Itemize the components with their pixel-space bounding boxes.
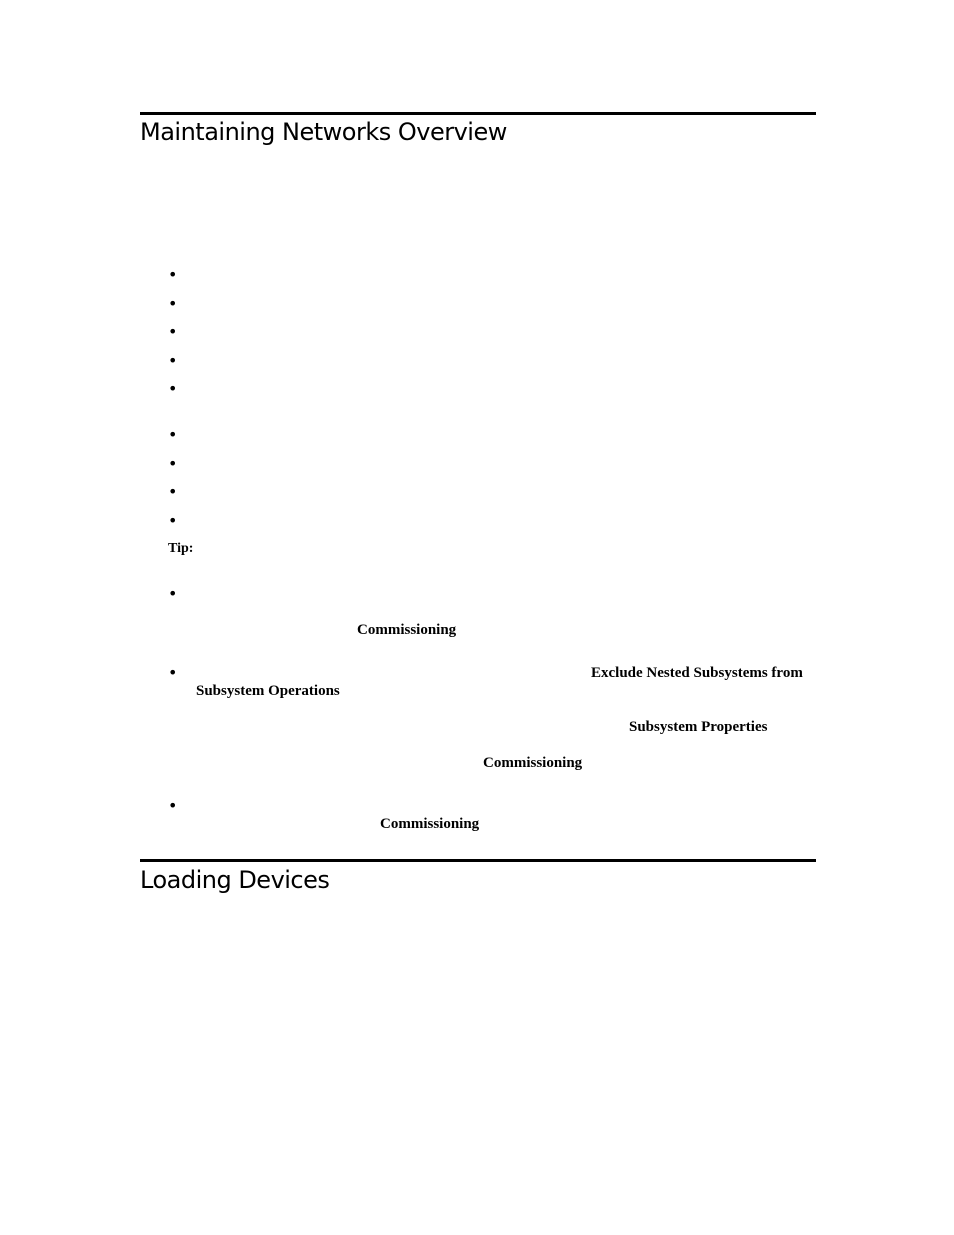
tip-bullet: • — [168, 663, 178, 682]
section-rule-top — [140, 112, 816, 115]
list-bullet: • — [168, 322, 178, 341]
bold-term-subsystem-properties: Subsystem Properties — [629, 719, 768, 735]
list-bullet: • — [168, 425, 178, 444]
bold-term-commissioning: Commissioning — [357, 622, 457, 638]
list-bullet: • — [168, 454, 178, 473]
list-bullet: • — [168, 294, 178, 313]
section-heading-loading-devices: Loading Devices — [140, 866, 330, 894]
tip-bullet: • — [168, 796, 178, 815]
list-bullet: • — [168, 351, 178, 370]
list-bullet: • — [168, 379, 178, 398]
bold-term-exclude-nested: Exclude Nested Subsystems from — [591, 665, 803, 681]
bold-term-commissioning: Commissioning — [380, 816, 480, 832]
list-bullet: • — [168, 265, 178, 284]
tip-bullet: • — [168, 584, 178, 603]
bold-term-subsystem-operations: Subsystem Operations — [196, 683, 340, 699]
bold-term-commissioning: Commissioning — [483, 755, 583, 771]
tip-label: Tip: — [168, 541, 194, 556]
section-heading-maintaining-networks: Maintaining Networks Overview — [140, 118, 507, 146]
list-bullet: • — [168, 482, 178, 501]
section-rule-top — [140, 859, 816, 862]
list-bullet: • — [168, 511, 178, 530]
